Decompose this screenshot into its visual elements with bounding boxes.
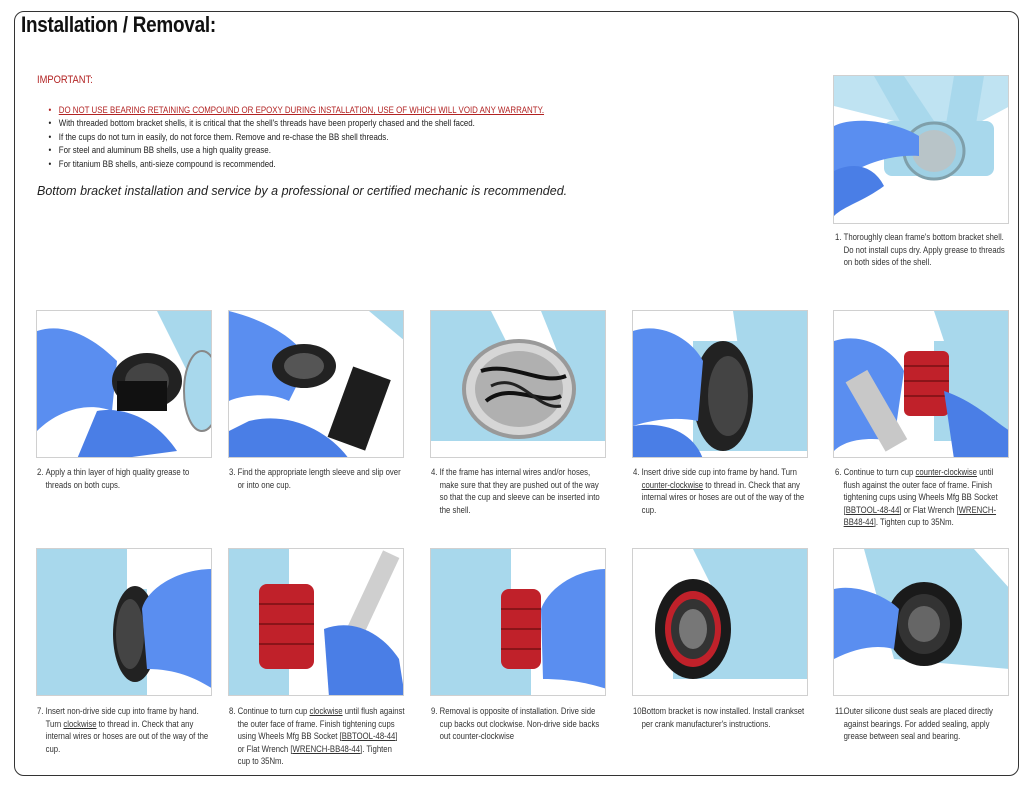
step-caption: 2. Apply a thin layer of high quality grease to threads on both cups. bbox=[37, 467, 190, 490]
warranty-warning: • DO NOT USE BEARING RETAINING COMPOUND OR EPOXY DURING INSTALLATION, USE OF WHICH WILL VOID ANY WARRANTY. bbox=[45, 104, 578, 117]
sleeve-photo bbox=[228, 310, 404, 458]
installed-bb-photo bbox=[632, 548, 808, 696]
page-title: Installation / Removal: bbox=[21, 12, 216, 37]
step-caption: 7. Insert non-drive side cup into frame by hand. Turn clockwise to thread in. Check that any internal wires or hoses are out of the way of the cup. bbox=[37, 706, 209, 754]
step-caption: 3. Find the appropriate length sleeve and slip over or into one cup. bbox=[229, 467, 401, 490]
list-item: • For steel and aluminum BB shells, use a high quality grease. bbox=[45, 144, 578, 157]
product-link[interactable]: BBTOOL-48-44 bbox=[845, 504, 900, 515]
internal-wires-photo bbox=[430, 310, 606, 458]
step-caption: 9. Removal is opposite of installation. Drive side cup backs out clockwise. Non-drive side backs out counter-clockwise bbox=[431, 706, 600, 742]
direction-link: clockwise bbox=[309, 706, 343, 716]
list-item: • If the cups do not turn in easily, do not force them. Remove and re-chase the BB shell threads. bbox=[45, 131, 578, 144]
important-list bbox=[45, 104, 665, 171]
dust-seal-photo bbox=[833, 548, 1009, 696]
step-caption: 10. Bottom bracket is now installed. Install crankset per crank manufacturer's instructions. bbox=[633, 706, 805, 729]
product-link[interactable]: WRENCH-BB48-44 bbox=[292, 743, 361, 754]
greasing-cups-photo bbox=[36, 310, 212, 458]
drive-side-cup-photo bbox=[632, 310, 808, 458]
step-caption: 4. Insert drive side cup into frame by hand. Turn counter-clockwise to thread in. Check that any internal wires or hoses are out of the way of the cup. bbox=[633, 467, 805, 515]
non-drive-cup-photo bbox=[36, 548, 212, 696]
recommendation-note: Bottom bracket installation and service by a professional or certified mechanic is recommended. bbox=[37, 184, 568, 198]
step-caption: 4. If the frame has internal wires and/or hoses, make sure that they are pushed out of the way so that the cup and sleeve can be inserted into the shell. bbox=[431, 467, 600, 515]
important-heading: IMPORTANT: bbox=[37, 74, 93, 86]
direction-link: counter-clockwise bbox=[641, 479, 704, 490]
step-caption: 1. Thoroughly clean frame's bottom bracket shell. Do not install cups dry. Apply grease to threads on both sides of the shell. bbox=[835, 232, 1005, 268]
product-link[interactable]: WRENCH-BB48-44 bbox=[843, 504, 997, 528]
socket-tightening-photo bbox=[833, 310, 1009, 458]
direction-link: counter-clockwise bbox=[915, 467, 977, 477]
step-caption: 8. Continue to turn cup clockwise until flush against the outer face of frame. Finish tightening cups using Wheels Mfg BB Socket [BBTOOL-48-44] or Flat Wrench [WRENCH-BB48-44]. Tighten cup to 35Nm. bbox=[229, 706, 405, 767]
wrench-tightening-photo bbox=[228, 548, 404, 696]
list-item: • With threaded bottom bracket shells, it is critical that the shell's threads have been properly chased and the shell faced. bbox=[45, 117, 578, 130]
direction-link: clockwise bbox=[63, 718, 97, 729]
product-link[interactable]: BBTOOL-48-44 bbox=[341, 731, 396, 742]
frame-cleaning-photo bbox=[833, 75, 1009, 224]
step-caption: 11. Outer silicone dust seals are placed directly against bearings. For added sealing, apply grease between seal and bearing. bbox=[835, 706, 993, 742]
list-item: • For titanium BB shells, anti-sieze compound is recommended. bbox=[45, 158, 578, 171]
removal-photo bbox=[430, 548, 606, 696]
step-caption: 6. Continue to turn cup counter-clockwise until flush against the outer face of frame. Finish tightening cups using Wheels Mfg BB Socket [BBTOOL-48-44] or Flat Wrench [WRENCH-BB48-44]. Tighten cup to 35Nm. bbox=[835, 467, 998, 528]
